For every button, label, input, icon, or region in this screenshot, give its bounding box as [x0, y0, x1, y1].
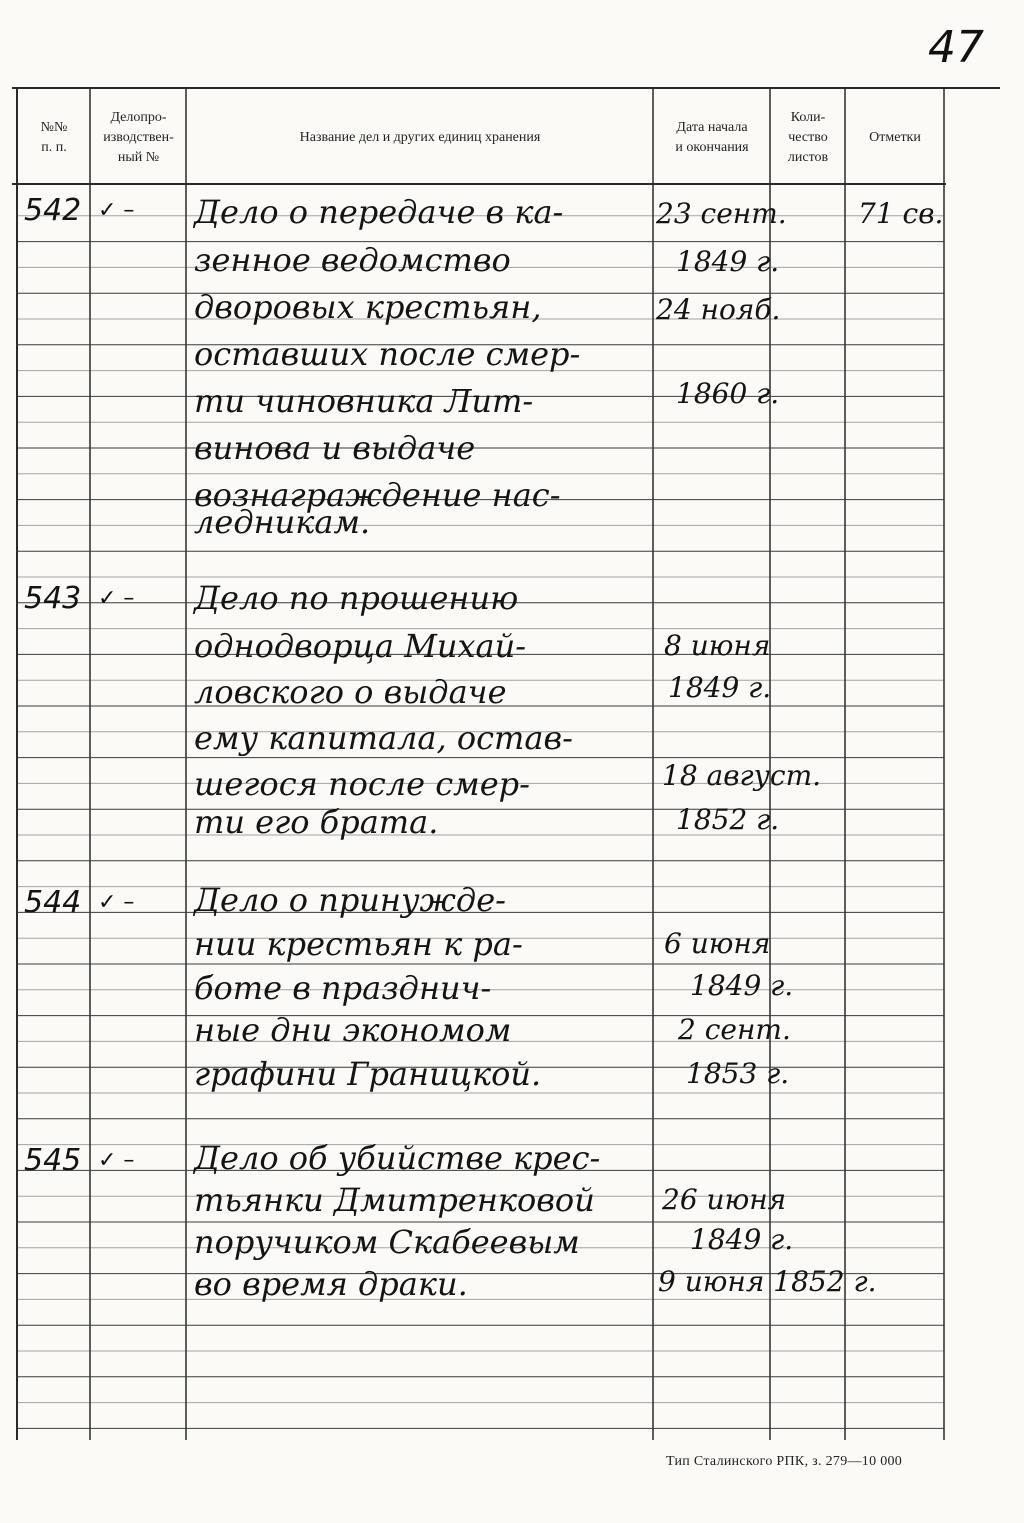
entry-title-line: Дело об убийстве крес-	[194, 1139, 601, 1177]
entry-number: 542	[24, 193, 82, 228]
entry-number: 545	[24, 1143, 82, 1178]
header-col-count-l2: чество	[788, 130, 828, 145]
entry-title-line: ловского о выдаче	[194, 673, 507, 711]
header-col-notes	[846, 96, 944, 180]
entry-title-line: Дело о принужде-	[194, 881, 506, 919]
header-col-count-l3: листов	[787, 150, 829, 165]
entry-date: 8 июня	[664, 629, 771, 662]
entry-title-line: ти чиновника Лит-	[194, 382, 534, 420]
entry-date: 1853 г.	[686, 1057, 790, 1090]
entry-title-line: оставших после смер-	[194, 335, 581, 373]
header-col-number-l2: п. п.	[41, 140, 67, 155]
header-col-notes-text: Отметки	[869, 130, 921, 145]
entry-title-line: однодворца Михай-	[194, 627, 527, 665]
entry-date: 1849 г.	[668, 671, 772, 704]
header-col-count	[771, 96, 845, 180]
header-col-dates-l1: Дата начала	[676, 120, 748, 135]
entry-title-line: Дело о передаче в ка-	[194, 193, 564, 231]
entry-date: 1849 г.	[676, 245, 780, 278]
entry-date: 24 нояб.	[656, 293, 781, 326]
entry-title-line: ти его брата.	[194, 803, 439, 841]
entry-date: 9 июня 1852 г.	[658, 1265, 877, 1298]
header-col-dates	[654, 96, 770, 180]
entry-title-line: дворовых крестьян,	[194, 288, 542, 326]
entry-title-line: ные дни экономом	[194, 1011, 512, 1049]
header-col-office-l1: Делопро-	[110, 110, 167, 125]
entry-title-line: винова и выдаче	[194, 429, 476, 467]
entry-title-line: Дело по прошению	[194, 579, 519, 617]
entry-title-line: ледникам.	[194, 503, 371, 541]
header-col-office-l2: изводствен-	[103, 130, 174, 145]
entry-title-line: поручиком Скабеевым	[194, 1223, 580, 1261]
entry-date: 26 июня	[662, 1183, 787, 1216]
header-col-office-l3: ный №	[117, 150, 160, 165]
entry-check-mark: ✓ –	[98, 198, 135, 223]
entry-date: 1849 г.	[690, 1223, 794, 1256]
header-col-title-text: Название дел и других единиц хранения	[299, 130, 541, 145]
entry-title-line: ему капитала, остав-	[194, 719, 573, 757]
header-col-number	[18, 96, 90, 180]
entry-title-line: боте в празднич-	[194, 969, 492, 1007]
entry-notes: 71 св.	[858, 197, 944, 230]
entry-title-line: графини Границкой.	[194, 1055, 542, 1093]
entry-date: 2 сент.	[678, 1013, 791, 1046]
entry-check-mark: ✓ –	[98, 1148, 135, 1173]
page-number: 47	[928, 22, 984, 73]
entry-date: 1860 г.	[676, 377, 780, 410]
entry-title-line: вознаграждение нас-	[194, 476, 561, 514]
entry-date: 1849 г.	[690, 969, 794, 1002]
entry-check-mark: ✓ –	[98, 586, 135, 611]
header-col-office	[91, 96, 186, 180]
entry-title-line: во время драки.	[194, 1265, 468, 1303]
entry-title-line: зенное ведомство	[194, 241, 511, 279]
header-col-count-l1: Коли-	[790, 110, 826, 125]
header-col-dates-l2: и окончания	[675, 140, 749, 155]
entry-title-line: тьянки Дмитренковой	[194, 1181, 595, 1219]
header-col-title	[187, 96, 653, 180]
entry-date: 6 июня	[664, 927, 771, 960]
entry-date: 18 август.	[662, 759, 822, 792]
entry-title-line: нии крестьян к ра-	[194, 925, 523, 963]
printer-imprint: Тип Сталинского РПК, з. 279—10 000	[666, 1454, 903, 1469]
header-col-number-l1: №№	[40, 120, 68, 135]
entry-number: 543	[24, 581, 82, 616]
entry-date: 1852 г.	[676, 803, 780, 836]
entry-check-mark: ✓ –	[98, 890, 135, 915]
entry-title-line: шегося после смер-	[194, 765, 530, 803]
entry-date: 23 сент.	[656, 197, 787, 230]
entry-number: 544	[24, 885, 82, 920]
